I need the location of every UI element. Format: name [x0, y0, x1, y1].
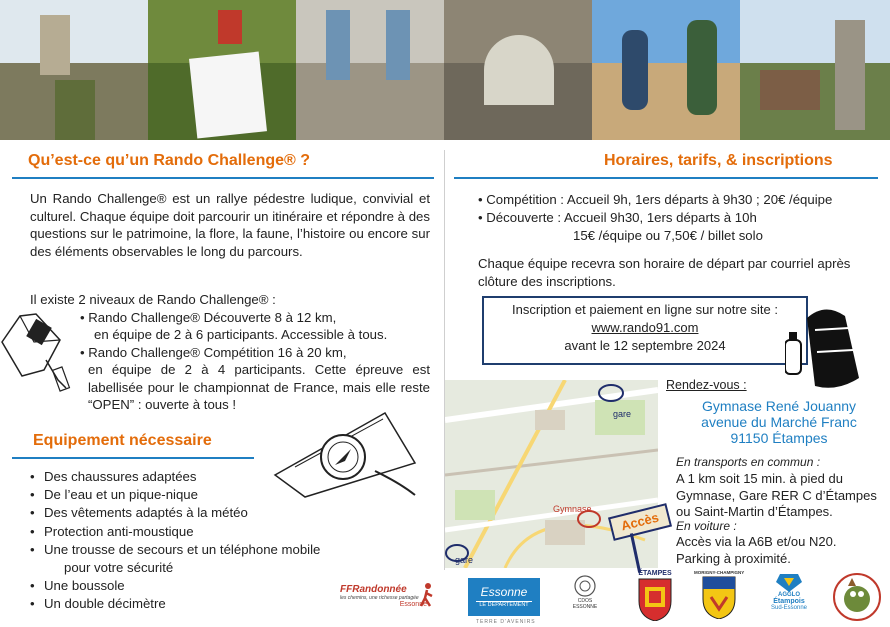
website-link[interactable]: www.rando91.com: [591, 320, 699, 335]
registration-callout: [482, 296, 808, 365]
levels-intro: Il existe 2 niveaux de Rando Challenge® :: [30, 292, 276, 307]
section-underline-equipment: [12, 457, 254, 459]
rendezvous-label: Rendez-vous :: [666, 378, 747, 392]
caese-etampois: Étampois: [773, 598, 805, 605]
morigny-champigny-logo: [694, 570, 744, 624]
roadbook-illustration: [0, 300, 80, 400]
list-item: • Des chaussures adaptées: [30, 469, 197, 484]
ffrando-name: FFRandonnée: [340, 584, 407, 595]
level-competition: • Rando Challenge® Compétition 16 à 20 km,: [80, 345, 347, 360]
ffrando-tagline: les chemins, une richesse partagée: [340, 595, 419, 601]
callout-deadline: avant le 12 septembre 2024: [564, 338, 726, 353]
hiker-icon: [419, 582, 435, 608]
location-map[interactable]: [445, 380, 658, 568]
caese-emblem-icon: [776, 572, 802, 592]
etampes-name: ÉTAMPES: [638, 570, 672, 577]
photo-hikers-on-path: [592, 0, 740, 140]
cdos-name: CDOS: [577, 598, 593, 604]
map-label-gare: gare: [613, 409, 632, 419]
list-item: • Une trousse de secours et un téléphone mobile: [30, 541, 321, 557]
transport-label: En transports en commun :: [676, 455, 821, 469]
callout-text: Inscription et paiement en ligne sur notre site :: [512, 302, 778, 317]
photo-banner: [0, 0, 890, 140]
equipment-list: [30, 468, 320, 614]
ffrando-essonne: Essonne: [399, 601, 427, 608]
caese-logo: [768, 572, 810, 624]
venue-name: Gymnase René Jouanny: [701, 398, 857, 414]
level-competition-detail: en équipe de 2 à 4 participants. Cette épreuve est labellisée pour le championnat de France, mais elle reste “OPEN” : ouverte à tous !: [88, 362, 430, 413]
cdos-sub: ESSONNE: [572, 604, 598, 610]
section-title-equipment: Equipement nécessaire: [33, 432, 212, 449]
decouverte-price: 15€ /équipe ou 7,50€ / billet solo: [573, 228, 763, 243]
competition-schedule: • Compétition : Accueil 9h, 1ers départs à 9h30 ; 20€ /équipe: [478, 192, 833, 207]
photo-village-church: [740, 0, 890, 140]
car-text: Accès via la A6B et/ou N20. Parking à proximité.: [676, 534, 837, 566]
photo-blue-shutters: [296, 0, 444, 140]
cdos-emblem-icon: [573, 574, 597, 598]
cdos-logo: [568, 574, 602, 624]
transport-text: A 1 km soit 15 min. à pied du Gymnase, Gare RER C d’Étampes ou Saint-Martin d’Étampes.: [676, 471, 877, 519]
essonne-wordmark: Essonne: [480, 585, 528, 599]
photo-roadbook-in-hand: [148, 0, 296, 140]
section-title-rando-challenge: Qu’est-ce qu’un Rando Challenge® ?: [28, 152, 311, 169]
decouverte-schedule: • Découverte : Accueil 9h30, 1ers départs à 10h: [478, 210, 757, 225]
list-item: • Une boussole: [30, 578, 125, 594]
intro-paragraph: Un Rando Challenge® est un rallye pédestre ludique, convivial et culturel. Chaque équipe doit parcourir un itinéraire et répondre à des questions sur le patrimoine, la flore, la faune, l’histoire ou encore sur des éléments observables le long du parcours.: [30, 191, 430, 259]
club-badge-icon: [832, 572, 882, 622]
essonne-logo: [468, 578, 540, 616]
essonne-tagline: TERRE D’AVENIRS: [476, 619, 536, 625]
etampes-shield-icon: [637, 577, 673, 621]
venue-city: 91150 Étampes: [730, 430, 828, 446]
level-decouverte-detail: en équipe de 2 à 6 participants. Accessible à tous.: [94, 327, 388, 342]
morigny-shield-icon: [701, 575, 737, 619]
section-underline-right: [454, 177, 878, 179]
map-label-gymnase: Gymnase: [553, 504, 592, 514]
photo-canal-street: [0, 0, 148, 140]
map-label-gare-south: gare: [455, 555, 474, 565]
list-item: pour votre sécurité: [64, 560, 174, 576]
morigny-name: MORIGNY-CHAMPIGNY: [694, 570, 745, 575]
caese-agglo: AGGLO: [778, 592, 800, 598]
acces-sign: Accès: [608, 503, 672, 541]
caese-sud-essonne: Sud-Essonne: [770, 605, 808, 611]
list-item: • Un double décimètre: [30, 596, 166, 612]
venue-address: [668, 398, 890, 446]
level-decouverte: • Rando Challenge® Découverte 8 à 12 km,: [80, 310, 337, 325]
list-item: • De l’eau et un pique-nique: [30, 487, 198, 503]
list-item: • Des vêtements adaptés à la météo: [30, 505, 248, 521]
backpack-icon: [785, 300, 867, 392]
etampes-logo: [634, 570, 676, 626]
section-title-schedule: Horaires, tarifs, & inscriptions: [604, 152, 833, 169]
photo-stone-arcade: [444, 0, 592, 140]
essonne-dept: LE DÉPARTEMENT: [476, 601, 532, 608]
venue-street: avenue du Marché Franc: [701, 414, 857, 430]
list-item: • Protection anti-moustique: [30, 523, 194, 539]
section-underline: [12, 177, 434, 179]
car-label: En voiture :: [676, 519, 737, 533]
schedule-note: Chaque équipe recevra son horaire de départ par courriel après clôture des inscriptions.: [478, 256, 851, 289]
